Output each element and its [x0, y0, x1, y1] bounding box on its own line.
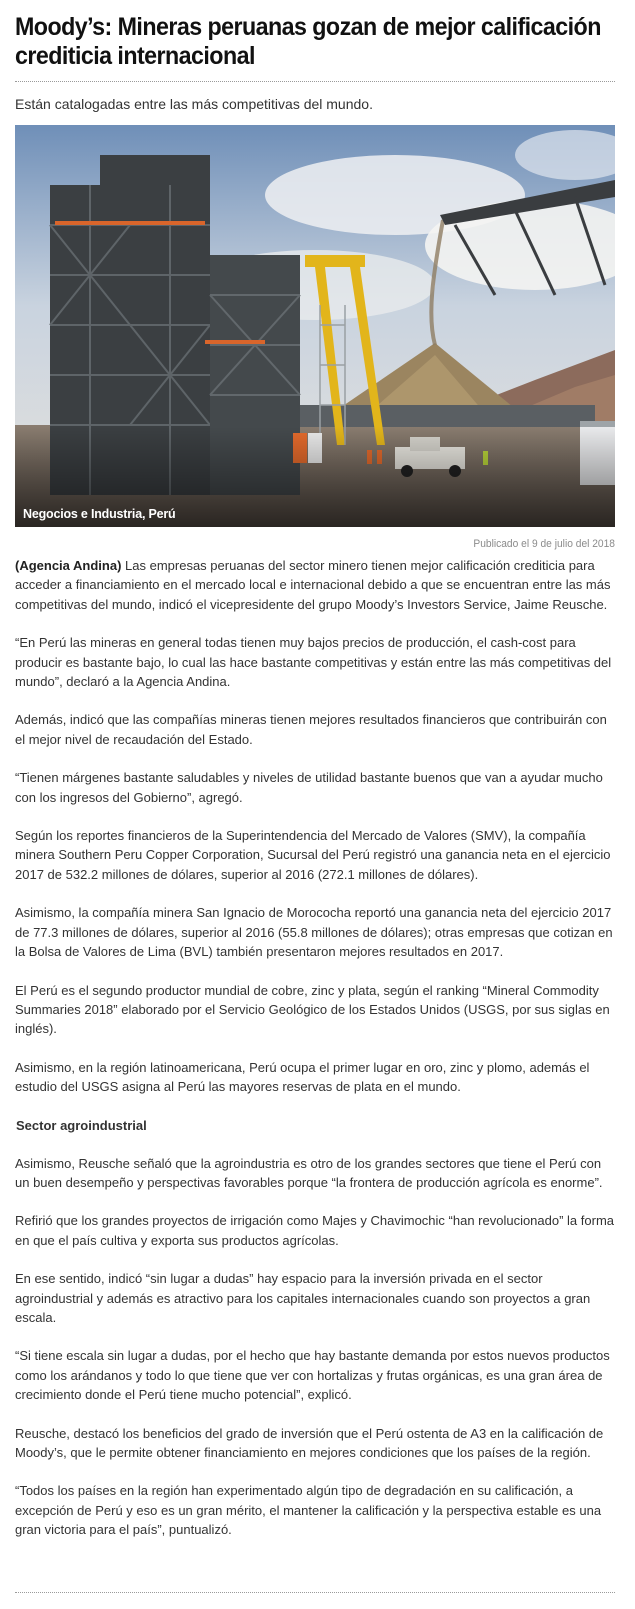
paragraph: Reusche, destacó los beneficios del grado de inversión que el Perú ostenta de A3 en la calificación de Moody’s, que le permite obtener financiamiento en mejores condiciones que los países de la región.: [15, 1425, 604, 1460]
paragraph: En ese sentido, indicó “sin lugar a dudas” hay espacio para la inversión privada en el sector agroindustrial y además es atractivo para los capitales internacionales cuando son proyectos a gran escala.: [15, 1271, 591, 1325]
paragraph: “Tienen márgenes bastante saludables y niveles de utilidad bastante buenos que van a ayudar mucho con los ingresos del Gobierno”, agregó.: [15, 770, 603, 805]
publish-date: Publicado el 9 de julio del 2018: [473, 538, 615, 550]
article: [15, 0, 615, 1559]
article-subtitle: Están catalogadas entre las más competitivas del mundo.: [15, 96, 373, 112]
section-heading: Sector agroindustrial: [16, 1117, 147, 1133]
paragraph: Además, indicó que las compañías mineras tienen mejores resultados financieros que contribuirán con el mejor nivel de recaudación del Estado.: [15, 712, 607, 747]
paragraph: “Todos los países en la región han experimentado algún tipo de degradación en su calificación, a excepción de Perú y eso es un gran mérito, el mantener la calificación y la perspectiva estable es una gran victoria para el país”, puntualizó.: [15, 1483, 602, 1538]
paragraph: Según los reportes financieros de la Superintendencia del Mercado de Valores (SMV), la compañía minera Southern Peru Copper Corporation, Sucursal del Perú registró una ganancia neta en el ejercicio 2017 de 532.2 millones de dólares, superior al 2016 (272.1 millones de dólares).: [15, 828, 611, 882]
lead-paragraph: [15, 556, 615, 614]
article-photo: [15, 125, 615, 527]
news-agency: (Agencia Andina): [15, 558, 122, 573]
footer-divider: [15, 1592, 615, 1593]
title-divider: [15, 81, 615, 82]
article-title: Moody’s: Mineras peruanas gozan de mejor calificación crediticia internacional: [15, 13, 601, 70]
paragraph: Refirió que los grandes proyectos de irrigación como Majes y Chavimochic “han revolucionado” la forma en que el país cultiva y exporta sus productos agrícolas.: [15, 1213, 615, 1248]
article-body: [15, 556, 615, 1540]
lead-text: Las empresas peruanas del sector minero tienen mejor calificación crediticia para acceder a financiamiento en el mercado local e internacional debido a que se encuentran entre las más competitivas del mundo, indicó el vicepresidente del grupo Moody’s Investors Service, Jaime Reusche.: [15, 558, 611, 612]
paragraph: “En Perú las mineras en general todas tienen muy bajos precios de producción, el cash-cost para producir es bastante bajo, lo cual las hace bastante competitivas y están entre las más competitivas del mundo”, declaró a la Agencia Andina.: [15, 635, 612, 690]
paragraph: “Si tiene escala sin lugar a dudas, por el hecho que hay bastante demanda por estos nuevos productos como los arándanos y todo lo que tiene que ver con hortalizas y frutas orgánicas, es una gran área de crecimiento donde el Perú tiene mucho potencial”, explicó.: [15, 1348, 610, 1403]
paragraph: Asimismo, en la región latinoamericana, Perú ocupa el primer lugar en oro, zinc y plomo, además el estudio del USGS asigna al Perú las mayores reservas de plata en el mundo.: [15, 1059, 590, 1095]
mining-plant-photo: [15, 125, 615, 527]
image-caption: Negocios e Industria, Perú: [23, 507, 176, 521]
paragraph: Asimismo, la compañía minera San Ignacio de Morococha reportó una ganancia neta del ejercicio 2017 de 77.3 millones de dólares, superior al 2016 (55.8 millones de dólares); otras empresas que cotizan en la Bolsa de Valores de Lima (BVL) también presentaron mejores resultados en 2017.: [15, 905, 613, 960]
paragraph: El Perú es el segundo productor mundial de cobre, zinc y plata, según el ranking “Mineral Commodity Summaries 2018” elaborado por el Servicio Geológico de los Estados Unidos (USGS, por sus siglas en inglés).: [15, 982, 610, 1037]
paragraph: Asimismo, Reusche señaló que la agroindustria es otro de los grandes sectores que tiene el Perú con un buen desempeño y perspectivas favorables porque “la frontera de producción agrícola es enorme”.: [15, 1155, 603, 1190]
